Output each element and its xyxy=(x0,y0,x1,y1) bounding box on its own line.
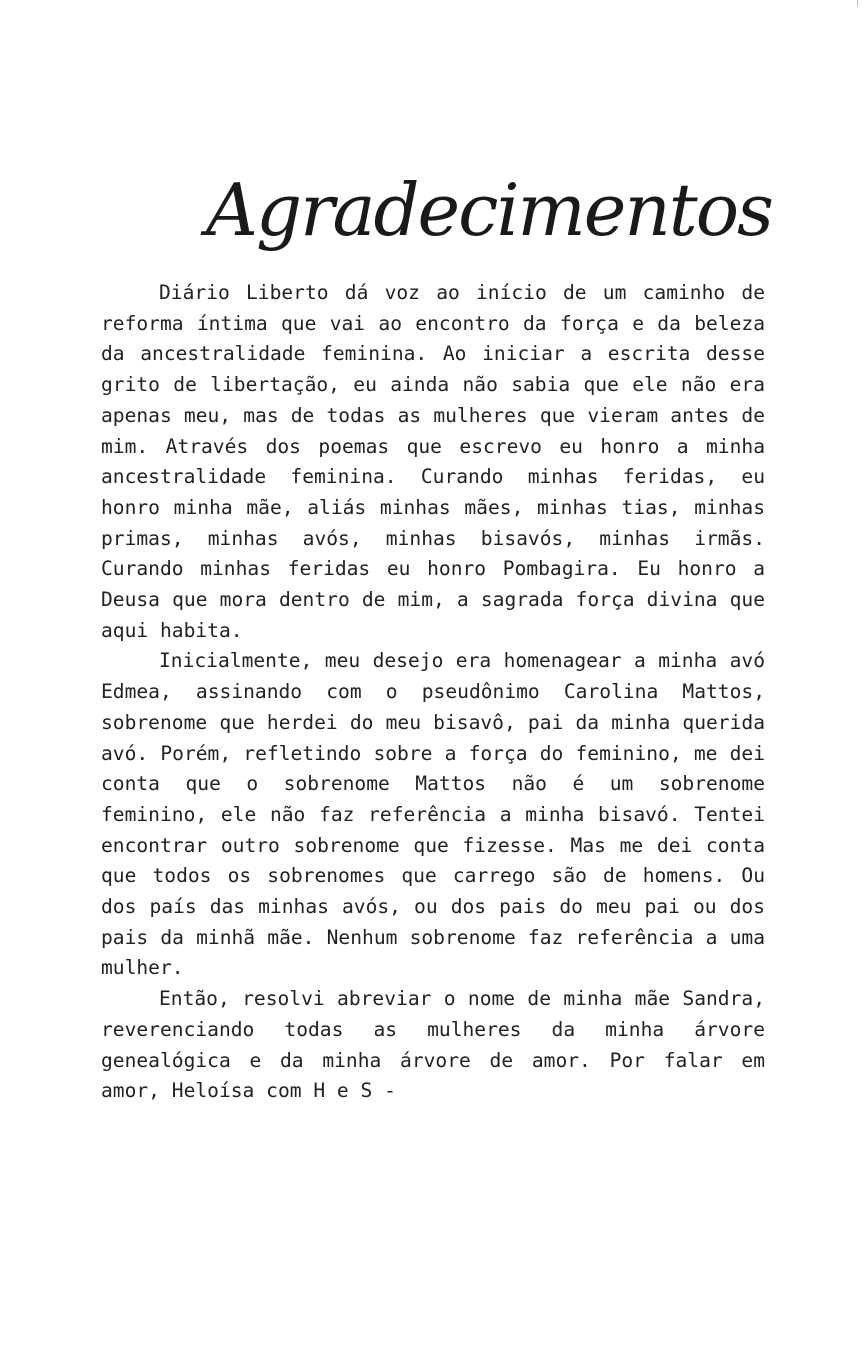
paragraph-3: Então, resolvi abreviar o nome de minha mãe Sandra, reverenciando todas as mulheres da minha árvore genealógica e da minha árvore de amor. Por falar em amor, Heloísa com H e S - xyxy=(101,987,765,1103)
page-corner-mark xyxy=(857,0,858,6)
paragraph-2: Inicialmente, meu desejo era homenagear a minha avó Edmea, assinando com o pseudônimo Carolina Mattos, sobrenome que herdei do meu bisavô, pai da minha querida avó. Porém, refletindo sobre a força do feminino, me dei conta que o sobrenome Mattos não é um sobrenome feminino, ele não faz referência a minha bisavó. Tentei encontrar outro sobrenome que fizesse. Mas me dei conta que todos os sobrenomes que carrego são de homens. Ou dos país das minhas avós, ou dos pais do meu pai ou dos pais da minhã mãe. Nenhum sobrenome faz referência a uma mulher. xyxy=(101,649,765,980)
chapter-title: Agradecimentos xyxy=(206,168,772,252)
paragraph-1: Diário Liberto dá voz ao início de um caminho de reforma íntima que vai ao encontro da força e da beleza da ancestralidade feminina. Ao iniciar a escrita desse grito de libertação, eu ainda não sabia que ele não era apenas meu, mas de todas as mulheres que vieram antes de mim. Através dos poemas que escrevo eu honro a minha ancestralidade feminina. Curando minhas feridas, eu honro minha mãe, aliás minhas mães, minhas tias, minhas primas, minhas avós, minhas bisavós, minhas irmãs. Curando minhas feridas eu honro Pombagira. Eu honro a Deusa que mora dentro de mim, a sagrada força divina que aqui habita. xyxy=(101,281,765,642)
chapter-body xyxy=(101,278,765,1107)
